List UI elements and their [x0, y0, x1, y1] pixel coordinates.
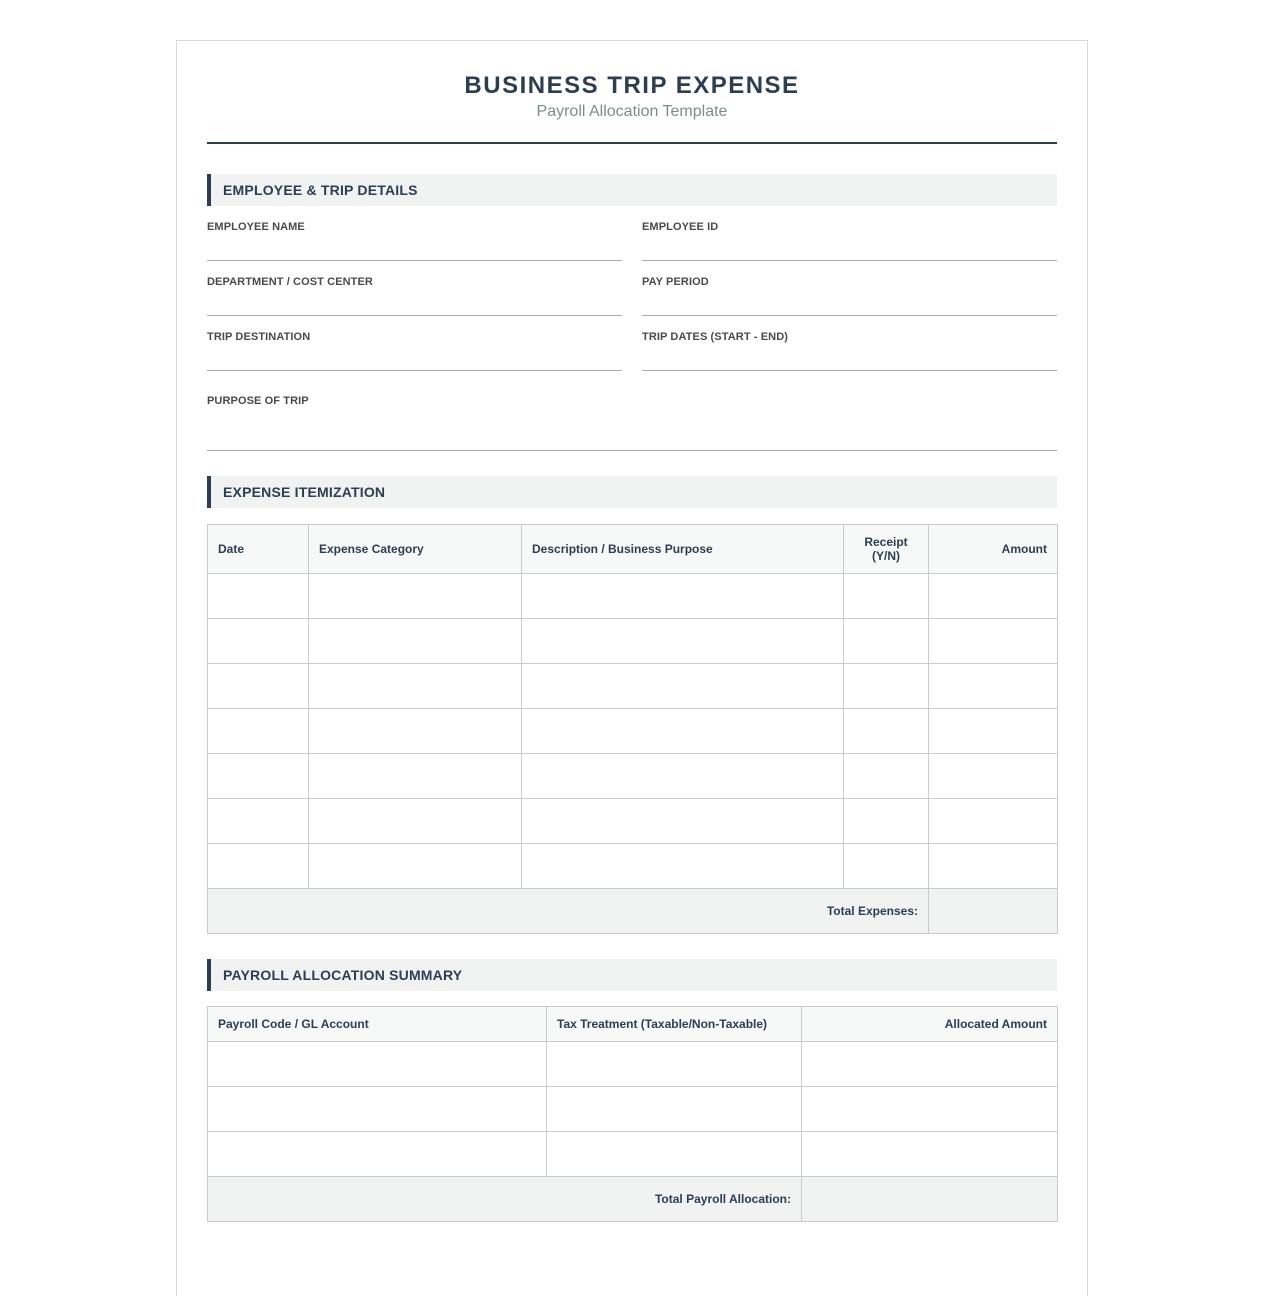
tax-treatment-cell[interactable] — [547, 1087, 802, 1132]
table-row — [208, 1132, 1058, 1177]
allocated-amount-cell[interactable] — [802, 1042, 1058, 1087]
date-cell[interactable] — [208, 754, 309, 799]
trip-dates-label: TRIP DATES (START - END) — [642, 331, 789, 343]
description-cell[interactable] — [522, 844, 844, 889]
category-cell[interactable] — [309, 799, 522, 844]
description-cell[interactable] — [522, 709, 844, 754]
receipt-cell[interactable] — [844, 574, 929, 619]
expense-total-row — [208, 889, 1058, 934]
department-label: DEPARTMENT / COST CENTER — [207, 276, 373, 288]
employee-name-field[interactable] — [207, 206, 622, 261]
section-header-payroll: PAYROLL ALLOCATION SUMMARY — [207, 959, 1057, 991]
payroll-header-row — [208, 1007, 1058, 1042]
destination-field[interactable] — [207, 316, 622, 371]
pay-period-field[interactable] — [642, 261, 1057, 316]
payroll-code-cell[interactable] — [208, 1042, 547, 1087]
table-row — [208, 619, 1058, 664]
date-cell[interactable] — [208, 799, 309, 844]
col-header-description: Description / Business Purpose — [522, 525, 844, 574]
table-row — [208, 574, 1058, 619]
col-header-receipt: Receipt (Y/N) — [844, 525, 929, 574]
receipt-cell[interactable] — [844, 754, 929, 799]
receipt-cell[interactable] — [844, 709, 929, 754]
receipt-cell[interactable] — [844, 619, 929, 664]
payroll-code-cell[interactable] — [208, 1132, 547, 1177]
description-cell[interactable] — [522, 664, 844, 709]
tax-treatment-cell[interactable] — [547, 1042, 802, 1087]
table-row — [208, 1087, 1058, 1132]
expense-table — [207, 524, 1058, 934]
table-row — [208, 709, 1058, 754]
document-subtitle: Payroll Allocation Template — [536, 103, 728, 120]
description-cell[interactable] — [522, 619, 844, 664]
amount-cell[interactable] — [929, 799, 1058, 844]
amount-cell[interactable] — [929, 844, 1058, 889]
amount-cell[interactable] — [929, 619, 1058, 664]
pay-period-label: PAY PERIOD — [642, 276, 709, 288]
date-cell[interactable] — [208, 574, 309, 619]
col-header-category: Expense Category — [309, 525, 522, 574]
payroll-rows — [208, 1042, 1058, 1222]
col-header-payroll-code: Payroll Code / GL Account — [208, 1007, 547, 1042]
trip-dates-field[interactable] — [642, 316, 1057, 371]
table-row — [208, 754, 1058, 799]
total-payroll-label: Total Payroll Allocation: — [208, 1177, 802, 1222]
table-row — [208, 844, 1058, 889]
amount-cell[interactable] — [929, 664, 1058, 709]
employee-fields — [207, 206, 1057, 451]
employee-id-field[interactable] — [642, 206, 1057, 261]
form-page — [176, 40, 1088, 1296]
allocated-amount-cell[interactable] — [802, 1132, 1058, 1177]
receipt-cell[interactable] — [844, 664, 929, 709]
col-header-tax-treatment: Tax Treatment (Taxable/Non-Taxable) — [547, 1007, 802, 1042]
col-header-allocated-amount: Allocated Amount — [802, 1007, 1058, 1042]
col-header-date: Date — [208, 525, 309, 574]
category-cell[interactable] — [309, 574, 522, 619]
amount-cell[interactable] — [929, 709, 1058, 754]
purpose-label: PURPOSE OF TRIP — [207, 395, 309, 407]
category-cell[interactable] — [309, 619, 522, 664]
payroll-total-row — [208, 1177, 1058, 1222]
amount-cell[interactable] — [929, 754, 1058, 799]
table-row — [208, 1042, 1058, 1087]
description-cell[interactable] — [522, 799, 844, 844]
table-row — [208, 664, 1058, 709]
total-expenses-label: Total Expenses: — [208, 889, 929, 934]
department-field[interactable] — [207, 261, 622, 316]
date-cell[interactable] — [208, 709, 309, 754]
employee-name-label: EMPLOYEE NAME — [207, 221, 305, 233]
employee-id-label: EMPLOYEE ID — [642, 221, 719, 233]
date-cell[interactable] — [208, 619, 309, 664]
section-header-employee: EMPLOYEE & TRIP DETAILS — [207, 174, 1057, 206]
destination-label: TRIP DESTINATION — [207, 331, 311, 343]
category-cell[interactable] — [309, 664, 522, 709]
expense-header-row — [208, 525, 1058, 574]
total-payroll-value[interactable] — [802, 1177, 1058, 1222]
purpose-line[interactable] — [207, 450, 1057, 451]
tax-treatment-cell[interactable] — [547, 1132, 802, 1177]
form-header — [207, 41, 1057, 144]
expense-rows — [208, 574, 1058, 934]
description-cell[interactable] — [522, 754, 844, 799]
form-content — [207, 41, 1057, 1222]
category-cell[interactable] — [309, 709, 522, 754]
receipt-cell[interactable] — [844, 844, 929, 889]
col-header-amount: Amount — [929, 525, 1058, 574]
document-title: BUSINESS TRIP EXPENSE — [464, 72, 800, 99]
allocated-amount-cell[interactable] — [802, 1087, 1058, 1132]
total-expenses-value[interactable] — [929, 889, 1058, 934]
receipt-cell[interactable] — [844, 799, 929, 844]
amount-cell[interactable] — [929, 574, 1058, 619]
category-cell[interactable] — [309, 754, 522, 799]
date-cell[interactable] — [208, 844, 309, 889]
payroll-table — [207, 1006, 1058, 1222]
section-header-expense: EXPENSE ITEMIZATION — [207, 476, 1057, 508]
category-cell[interactable] — [309, 844, 522, 889]
description-cell[interactable] — [522, 574, 844, 619]
payroll-code-cell[interactable] — [208, 1087, 547, 1132]
purpose-field[interactable] — [207, 371, 1057, 451]
table-row — [208, 799, 1058, 844]
date-cell[interactable] — [208, 664, 309, 709]
